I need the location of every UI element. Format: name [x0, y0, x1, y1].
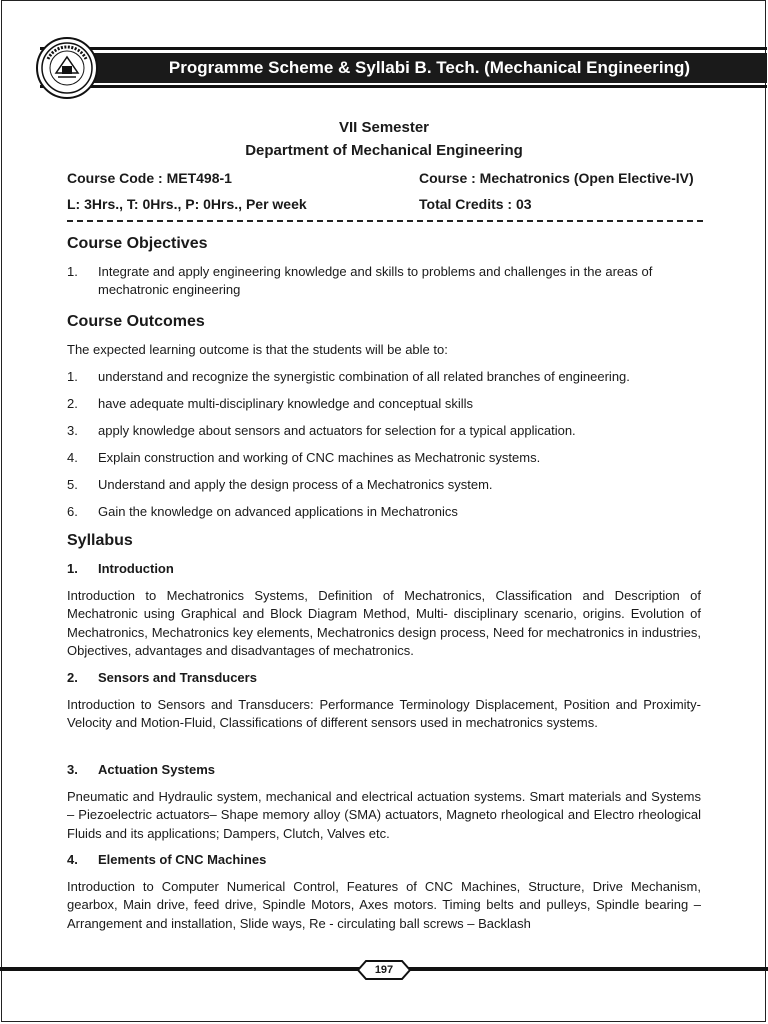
- course-name: Course : Mechatronics (Open Elective-IV): [419, 170, 694, 186]
- outcome-number: 4.: [67, 450, 78, 465]
- unit-number: 3.: [67, 762, 78, 777]
- header-banner: [60, 53, 767, 83]
- course-code: Course Code : MET498-1: [67, 170, 232, 186]
- objective-text-line-1: Integrate and apply engineering knowledge and skills to problems and challenges in the areas of: [98, 264, 653, 279]
- title-block: [0, 116, 768, 162]
- unit-heading: [67, 560, 174, 578]
- outcome-number: 3.: [67, 423, 78, 438]
- outcome-number: 5.: [67, 477, 78, 492]
- header-rule-bottom: [40, 85, 767, 88]
- outcomes-heading: Course Outcomes: [67, 313, 205, 330]
- unit-number: 2.: [67, 670, 78, 685]
- objectives-heading: Course Objectives: [67, 235, 208, 252]
- outcome-text: Understand and apply the design process of a Mechatronics system.: [98, 477, 493, 492]
- dashed-divider: [67, 220, 703, 222]
- unit-title: Sensors and Transducers: [98, 670, 257, 685]
- unit-heading: [67, 669, 257, 687]
- unit-title: Introduction: [98, 561, 174, 576]
- outcome-text: have adequate multi-disciplinary knowledge and conceptual skills: [98, 396, 474, 411]
- unit-body: Pneumatic and Hydraulic system, mechanical and electrical actuation systems. Smart materials and Systems – Piezoelectric actuators– Shape memory alloy (SMA) actuators, Magneto rheological and Electro rheological Fluids and its applications; Dampers, Clutch, Valves etc.: [67, 789, 701, 841]
- unit-body: Introduction to Mechatronics Systems, Definition of Mechatronics, Classification and Description of Mechatronic using Graphical and Block Diagram Method, Multi- disciplinary scenario, origins. Evolution of Mechatronics, Mechatronics key elements, Mechatronics design process, Need for mechatronics in industries, Objectives, advantages and disadvantages of mechatronics.: [67, 588, 701, 658]
- outcome-text: apply knowledge about sensors and actuators for selection for a typical application.: [98, 423, 576, 438]
- header-rule-top: [40, 47, 767, 50]
- institution-logo-icon: [36, 37, 98, 99]
- outcomes-intro: The expected learning outcome is that the students will be able to:: [67, 342, 448, 357]
- outcome-text: Explain construction and working of CNC machines as Mechatronic systems.: [98, 450, 541, 465]
- unit-body: Introduction to Sensors and Transducers: Performance Terminology Displacement, Position and Proximity-Velocity and Motion-Fluid, Classifications of different sensors used in mechatronics systems.: [67, 697, 701, 731]
- outcome-number: 6.: [67, 504, 78, 519]
- page-number: 197: [374, 964, 394, 976]
- department-title: Department of Mechanical Engineering: [245, 142, 523, 159]
- objective-text-line-2: mechatronic engineering: [98, 282, 241, 297]
- objective-number: 1.: [67, 264, 78, 279]
- outcome-number: 1.: [67, 369, 78, 384]
- unit-body: Introduction to Computer Numerical Control, Features of CNC Machines, Structure, Drive Mechanism, gearbox, Main drive, feed drive, Spindle Motors, Axes motors. Timing belts and pulleys, Spindle bearing – Arrangement and installation, Slide ways, Re - circulating ball screws – Backlash: [67, 879, 701, 931]
- course-hours: L: 3Hrs., T: 0Hrs., P: 0Hrs., Per week: [67, 196, 307, 212]
- objective-item: [67, 263, 703, 301]
- unit-number: 4.: [67, 852, 78, 867]
- syllabus-heading: Syllabus: [67, 532, 133, 549]
- outcome-text: Gain the knowledge on advanced applications in Mechatronics: [98, 504, 458, 519]
- unit-heading: [67, 761, 215, 779]
- semester-title: VII Semester: [338, 119, 430, 136]
- outcome-number: 2.: [67, 396, 78, 411]
- unit-title: Actuation Systems: [98, 762, 216, 777]
- header-title: Programme Scheme & Syllabi B. Tech. (Mechanical Engineering): [168, 58, 691, 77]
- outcome-text: understand and recognize the synergistic combination of all related branches of engineering.: [98, 369, 630, 384]
- unit-heading: [67, 851, 266, 869]
- unit-number: 1.: [67, 561, 78, 576]
- unit-title: Elements of CNC Machines: [98, 852, 267, 867]
- total-credits: Total Credits : 03: [419, 196, 532, 212]
